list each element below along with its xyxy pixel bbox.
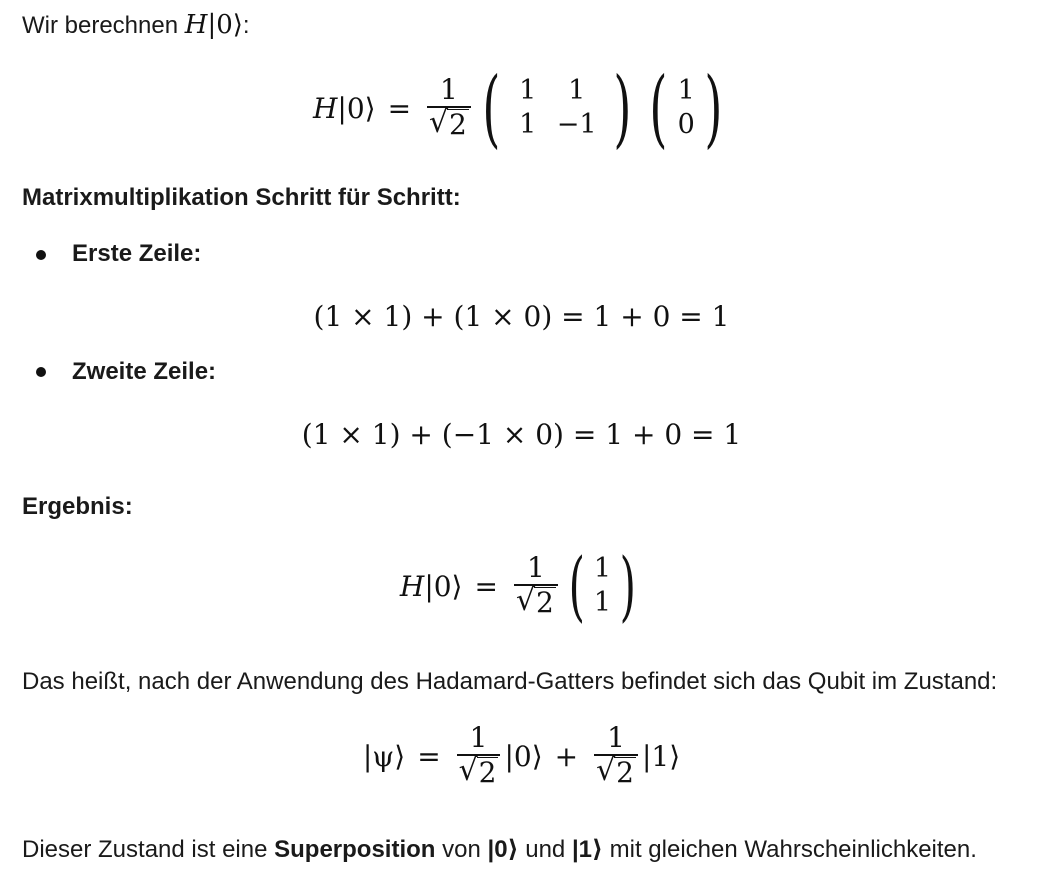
explanation-text: Das heißt, nach der Anwendung des Hadamard-Gatters befindet sich das Qubit im Zustand:: [22, 668, 998, 695]
eq2-frac-numerator: 1: [526, 551, 545, 584]
eq2-vector-rparen: ): [620, 541, 637, 630]
eq1-operator: H: [312, 91, 338, 125]
eq3-ket1: |1⟩: [641, 739, 681, 773]
eq1-frac-numerator: 1: [440, 73, 458, 106]
eq3-plus: +: [554, 739, 579, 773]
eq3-frac-denominator: 2: [478, 756, 497, 789]
intro-text: Wir berechnen: [22, 12, 179, 39]
equation-hadamard-apply: [0, 59, 1043, 157]
bullet-label-first-row: Erste Zeile:: [72, 240, 202, 267]
eq3-equals: =: [417, 739, 441, 773]
equation-result: [0, 541, 1043, 630]
conclusion-line: [22, 835, 977, 865]
eq3-sqrt-sign: √: [596, 753, 616, 788]
eq3-frac-denominator: 2: [616, 756, 634, 789]
eq1-vector-lparen: (: [649, 59, 668, 157]
eq1-matrix-rparen: ): [613, 59, 632, 157]
eq1-matrix-lparen: (: [482, 59, 501, 157]
conclusion-mid: von: [442, 836, 481, 863]
eq3-frac-numerator: 1: [469, 721, 488, 754]
eq1-ket: |0⟩: [337, 91, 376, 125]
matrix-cell: 1: [519, 109, 537, 140]
eq2-equals: =: [474, 569, 498, 603]
eq2-ket: |0⟩: [424, 569, 463, 603]
eq2-sqrt-sign: √: [515, 583, 536, 618]
conclusion-ket0: |0⟩: [487, 836, 519, 863]
step-heading: Matrixmultiplikation Schritt für Schritt:: [22, 184, 461, 211]
bullet-label-second-row: Zweite Zeile:: [72, 358, 217, 385]
equation-first-row: (1 × 1) + (1 × 0) = 1 + 0 = 1: [313, 300, 730, 333]
conclusion-post: mit gleichen Wahrscheinlichkeiten.: [609, 836, 977, 863]
bullet-dot: [36, 367, 46, 377]
eq1-vector-rparen: ): [704, 59, 723, 157]
eq3-ket0: |0⟩: [504, 739, 543, 773]
conclusion-pre: Dieser Zustand ist eine: [22, 836, 268, 863]
eq2-result-vector: [591, 552, 613, 620]
eq1-frac-denominator: 2: [449, 108, 467, 141]
eq2-frac-denominator: 2: [535, 586, 554, 619]
eq1-fraction: [427, 74, 471, 142]
bullet-dot: [36, 250, 46, 260]
vector-cell: 1: [677, 75, 695, 106]
eq1-hadamard-matrix: [508, 74, 606, 142]
matrix-cell: 1: [568, 75, 586, 106]
intro-operator: H: [184, 10, 208, 40]
conclusion-ket1: |1⟩: [571, 836, 603, 863]
matrix-cell: −1: [556, 109, 597, 140]
conclusion-and: und: [525, 836, 566, 863]
eq2-operator: H: [399, 569, 425, 603]
result-heading: Ergebnis:: [22, 493, 133, 520]
eq3-sqrt-sign: √: [458, 753, 478, 788]
eq2-vector-lparen: (: [568, 541, 585, 630]
eq3-frac-numerator: 1: [607, 721, 625, 754]
eq2-fraction: [514, 552, 558, 620]
eq1-ket-vector: [675, 74, 697, 142]
vector-cell: 1: [593, 553, 612, 584]
eq3-fraction-a: [457, 722, 501, 790]
vector-cell: 0: [677, 109, 695, 140]
conclusion-superposition: Superposition: [274, 836, 436, 863]
vector-cell: 1: [593, 587, 612, 618]
equation-superposition: [0, 722, 1043, 790]
intro-line: [22, 10, 250, 41]
intro-colon: :: [242, 12, 250, 39]
eq1-sqrt-sign: √: [429, 105, 449, 140]
intro-ket: |0⟩: [207, 10, 243, 40]
matrix-cell: 1: [519, 75, 537, 106]
eq3-fraction-b: [594, 722, 638, 790]
equation-second-row: (1 × 1) + (−1 × 0) = 1 + 0 = 1: [301, 418, 742, 451]
eq1-equals: =: [387, 91, 412, 125]
eq3-psi-ket: |ψ⟩: [362, 739, 406, 773]
